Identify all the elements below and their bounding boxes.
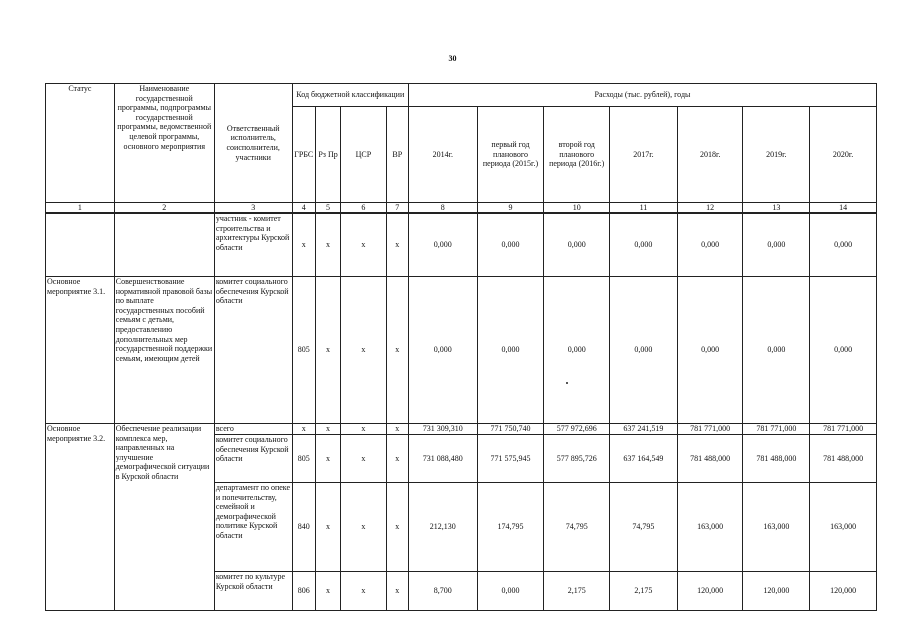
value-cell: 2,175 <box>544 572 610 611</box>
rz-pr-cell: х <box>315 483 340 572</box>
header-vr: ВР <box>386 107 408 203</box>
header-year: второй год планового периода (2016г.) <box>544 107 610 203</box>
value-cell: 637 241,519 <box>610 424 678 435</box>
value-cell: 212,130 <box>408 483 477 572</box>
value-cell: 781 771,000 <box>743 424 810 435</box>
header-year: 2017г. <box>610 107 678 203</box>
csr-cell: х <box>341 572 386 611</box>
scan-speck <box>566 382 568 384</box>
column-number: 8 <box>408 203 477 214</box>
header-name: Наименование государственной программы, подпрограммы государственной программы, ведомственной целевой программы, основного мероприятия <box>114 84 214 203</box>
executor-cell: комитет социального обеспечения Курской области <box>214 435 292 483</box>
grbs-cell: 805 <box>292 435 315 483</box>
header-year: первый год планового периода (2015г.) <box>477 107 544 203</box>
value-cell: 174,795 <box>477 483 544 572</box>
column-number: 13 <box>743 203 810 214</box>
vr-cell: х <box>386 213 408 277</box>
name-cell: Совершенствование нормативной правовой базы по выплате государственных пособий семьям с детьми, предоставлению дополнительных мер государственной поддержки семьям, имеющим детей <box>114 277 214 424</box>
column-number: 12 <box>677 203 743 214</box>
header-expenses: Расходы (тыс. рублей), годы <box>408 84 876 107</box>
csr-cell: х <box>341 213 386 277</box>
vr-cell: х <box>386 483 408 572</box>
budget-table <box>45 83 877 611</box>
rz-pr-cell: х <box>315 572 340 611</box>
value-cell: 0,000 <box>810 277 877 424</box>
value-cell: 0,000 <box>677 213 743 277</box>
header-status: Статус <box>46 84 115 203</box>
value-cell: 781 488,000 <box>677 435 743 483</box>
column-number: 6 <box>341 203 386 214</box>
grbs-cell: х <box>292 424 315 435</box>
value-cell: 577 972,696 <box>544 424 610 435</box>
status-cell <box>46 213 115 277</box>
executor-cell: комитет социального обеспечения Курской области <box>214 277 292 424</box>
value-cell: 120,000 <box>743 572 810 611</box>
value-cell: 0,000 <box>610 213 678 277</box>
value-cell: 781 488,000 <box>810 435 877 483</box>
vr-cell: х <box>386 277 408 424</box>
name-cell: Обеспечение реализации комплекса мер, направленных на улучшение демографической ситуации в Курской области <box>114 424 214 611</box>
value-cell: 120,000 <box>810 572 877 611</box>
rz-pr-cell: х <box>315 424 340 435</box>
value-cell: 781 488,000 <box>743 435 810 483</box>
value-cell: 0,000 <box>477 213 544 277</box>
value-cell: 0,000 <box>610 277 678 424</box>
value-cell: 0,000 <box>477 572 544 611</box>
value-cell: 74,795 <box>544 483 610 572</box>
vr-cell: х <box>386 435 408 483</box>
header-executor: Ответственный исполнитель, соисполнители, участники <box>214 84 292 203</box>
executor-cell: департамент по опеке и попечительству, семейной и демографической политике Курской области <box>214 483 292 572</box>
column-number: 9 <box>477 203 544 214</box>
header-budget-code: Код бюджетной классификации <box>292 84 408 107</box>
csr-cell: х <box>341 277 386 424</box>
column-number: 2 <box>114 203 214 214</box>
executor-cell: комитет по культуре Курской области <box>214 572 292 611</box>
column-number: 4 <box>292 203 315 214</box>
header-year: 2018г. <box>677 107 743 203</box>
value-cell: 771 750,740 <box>477 424 544 435</box>
value-cell: 731 088,480 <box>408 435 477 483</box>
csr-cell: х <box>341 424 386 435</box>
value-cell: 771 575,945 <box>477 435 544 483</box>
value-cell: 0,000 <box>408 277 477 424</box>
column-number: 7 <box>386 203 408 214</box>
column-number: 5 <box>315 203 340 214</box>
table-row <box>46 213 877 277</box>
grbs-cell: 805 <box>292 277 315 424</box>
value-cell: 577 895,726 <box>544 435 610 483</box>
grbs-cell: 840 <box>292 483 315 572</box>
name-cell <box>114 213 214 277</box>
vr-cell: х <box>386 424 408 435</box>
value-cell: 120,000 <box>677 572 743 611</box>
header-rz-pr: Рз Пр <box>315 107 340 203</box>
value-cell: 731 309,310 <box>408 424 477 435</box>
header-year: 2014г. <box>408 107 477 203</box>
value-cell: 0,000 <box>743 213 810 277</box>
vr-cell: х <box>386 572 408 611</box>
column-numbers-row <box>46 203 877 214</box>
value-cell: 2,175 <box>610 572 678 611</box>
rz-pr-cell: х <box>315 277 340 424</box>
value-cell: 781 771,000 <box>677 424 743 435</box>
table-row <box>46 424 877 435</box>
value-cell: 637 164,549 <box>610 435 678 483</box>
table-row <box>46 277 877 424</box>
value-cell: 163,000 <box>810 483 877 572</box>
value-cell: 781 771,000 <box>810 424 877 435</box>
value-cell: 0,000 <box>810 213 877 277</box>
value-cell: 0,000 <box>477 277 544 424</box>
value-cell: 163,000 <box>677 483 743 572</box>
header-csr: ЦСР <box>341 107 386 203</box>
value-cell: 0,000 <box>544 277 610 424</box>
column-number: 1 <box>46 203 115 214</box>
value-cell: 0,000 <box>544 213 610 277</box>
grbs-cell: х <box>292 213 315 277</box>
value-cell: 0,000 <box>408 213 477 277</box>
value-cell: 8,700 <box>408 572 477 611</box>
executor-cell: участник - комитет строительства и архитектуры Курской области <box>214 213 292 277</box>
header-year: 2019г. <box>743 107 810 203</box>
value-cell: 74,795 <box>610 483 678 572</box>
column-number: 14 <box>810 203 877 214</box>
value-cell: 0,000 <box>677 277 743 424</box>
header-grbs: ГРБС <box>292 107 315 203</box>
csr-cell: х <box>341 483 386 572</box>
column-number: 10 <box>544 203 610 214</box>
header-year: 2020г. <box>810 107 877 203</box>
column-number: 3 <box>214 203 292 214</box>
csr-cell: х <box>341 435 386 483</box>
grbs-cell: 806 <box>292 572 315 611</box>
value-cell: 163,000 <box>743 483 810 572</box>
status-cell: Основное мероприятие 3.1. <box>46 277 115 424</box>
rz-pr-cell: х <box>315 213 340 277</box>
rz-pr-cell: х <box>315 435 340 483</box>
page-number: 30 <box>448 54 457 63</box>
value-cell: 0,000 <box>743 277 810 424</box>
status-cell: Основное мероприятие 3.2. <box>46 424 115 611</box>
executor-cell: всего <box>214 424 292 435</box>
column-number: 11 <box>610 203 678 214</box>
